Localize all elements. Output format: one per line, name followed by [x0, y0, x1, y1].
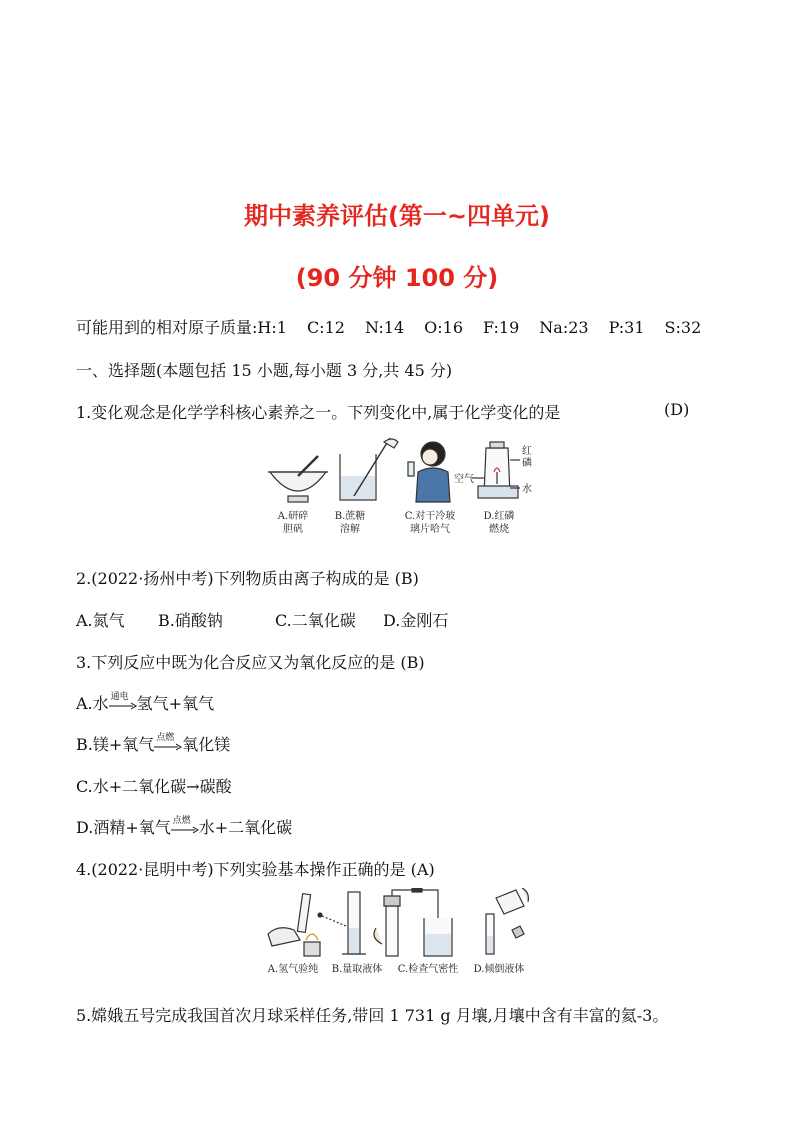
- atomic-mass-item: P:31: [608, 318, 645, 337]
- q4-caption-c: C.检查气密性: [397, 964, 459, 975]
- q1-caption-b: B.蔗糖 溶解: [334, 511, 366, 535]
- question-1-stem: 1.变化观念是化学学科核心素养之一。下列变化中,属于化学变化的是: [76, 403, 561, 422]
- q4-caption-a: A.氢气验纯: [267, 964, 319, 975]
- atomic-mass-item: C:12: [306, 318, 345, 337]
- q3-option-b: B.镁+氧气 点燃 氧化镁: [76, 732, 231, 754]
- q1-caption-d: D.红磷 燃烧: [483, 511, 515, 535]
- beaker-stirring-icon: [340, 438, 398, 500]
- fig-label-water: 水: [522, 484, 532, 495]
- atomic-mass-label: 可能用到的相对原子质量:: [76, 318, 258, 337]
- mortar-pestle-icon: [268, 456, 328, 502]
- fig-label-air: 空气: [454, 474, 474, 485]
- airtightness-check-icon: [374, 888, 452, 956]
- question-2-text: 2.(2022·扬州中考)下列物质由离子构成的是: [76, 569, 390, 588]
- phosphorus-jar-icon: [472, 442, 520, 498]
- question-5-stem: 5.嫦娥五号完成我国首次月球采样任务,带回 1 731 g 月壤,月壤中含有丰富的氦-3。: [76, 1006, 669, 1025]
- section-heading: 一、选择题(本题包括 15 小题,每小题 3 分,共 45 分): [76, 361, 453, 380]
- q4-figure: [262, 888, 532, 960]
- q2-option-b: B.硝酸钠: [158, 611, 223, 630]
- q2-option-d: D.金刚石: [383, 611, 449, 630]
- question-2-answer: (B): [394, 569, 419, 588]
- question-4-text: 4.(2022·昆明中考)下列实验基本操作正确的是: [76, 860, 406, 879]
- q3-option-c: C.水+二氧化碳→碳酸: [76, 777, 232, 796]
- q3-option-a: A.水 通电 氢气+氧气: [76, 691, 215, 713]
- q2-option-c: C.二氧化碳: [275, 611, 356, 630]
- question-3-text: 3.下列反应中既为化合反应又为氧化反应的是: [76, 653, 396, 672]
- atomic-mass-item: H:1: [257, 318, 287, 337]
- q1-figure: [258, 432, 538, 510]
- q2-option-a: A.氮气: [76, 611, 125, 630]
- question-2-stem: [76, 566, 419, 589]
- q4-caption-b: B.量取液体: [331, 964, 383, 975]
- question-2-options: [76, 608, 448, 631]
- question-4-stem: [76, 857, 435, 880]
- atomic-mass-item: N:14: [364, 318, 405, 337]
- page-subtitle: (90 分钟 100 分): [295, 264, 499, 292]
- q4-caption-d: D.倾倒液体: [473, 964, 525, 975]
- question-4-answer: (A): [410, 860, 435, 879]
- question-3-answer: (B): [400, 653, 425, 672]
- question-3-stem: [76, 650, 425, 673]
- graduated-cylinder-icon: [318, 892, 366, 954]
- q1-caption-a: A.研碎 胆矾: [277, 511, 309, 535]
- atomic-mass-line: [76, 315, 701, 338]
- atomic-mass-item: S:32: [664, 318, 702, 337]
- atomic-mass-item: O:16: [424, 318, 463, 337]
- hydrogen-purity-test-icon: [268, 894, 320, 956]
- girl-breathing-icon: [408, 442, 450, 502]
- atomic-mass-item: Na:23: [539, 318, 589, 337]
- q3-option-d: D.酒精+氧气 点燃 水+二氧化碳: [76, 815, 293, 837]
- fig-label-red: 红: [522, 446, 532, 457]
- fig-label-phosphorus: 磷: [522, 458, 532, 469]
- pouring-liquid-icon: [486, 888, 528, 954]
- page-title: 期中素养评估(第一~四单元): [243, 202, 551, 230]
- atomic-mass-item: F:19: [483, 318, 520, 337]
- question-1-answer: (D): [664, 400, 690, 419]
- q1-caption-c: C.对干冷玻 璃片哈气: [404, 511, 456, 535]
